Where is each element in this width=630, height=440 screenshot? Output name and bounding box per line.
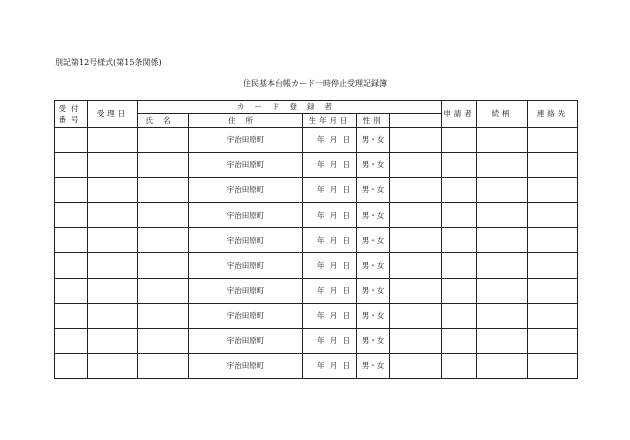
month-label: 月 xyxy=(329,361,338,371)
month-label: 月 xyxy=(329,160,338,170)
name-cell[interactable] xyxy=(138,178,189,203)
address-cell[interactable] xyxy=(189,153,303,178)
applicant-cell[interactable] xyxy=(390,178,442,203)
day-label: 日 xyxy=(342,336,350,346)
gender-options: 男・女 xyxy=(361,210,385,220)
birth-date-cell[interactable] xyxy=(303,203,357,228)
address-text: 宇治田原町 xyxy=(226,285,265,295)
contact-cell[interactable] xyxy=(477,153,528,178)
name-cell[interactable] xyxy=(138,153,189,178)
received-date-cell[interactable] xyxy=(88,303,138,328)
gender-cell[interactable] xyxy=(357,128,390,153)
contact-cell[interactable] xyxy=(477,253,528,278)
receipt-number-cell[interactable] xyxy=(55,353,88,378)
address-cell[interactable] xyxy=(189,228,303,253)
birth-date-cell[interactable] xyxy=(303,303,357,328)
table-row xyxy=(55,128,578,153)
address-text: 宇治田原町 xyxy=(226,310,265,320)
header-name: 氏名 xyxy=(138,114,189,128)
year-label: 年 xyxy=(317,235,325,245)
release-date-cell[interactable] xyxy=(528,228,578,253)
address-cell[interactable] xyxy=(189,203,303,228)
relation-cell[interactable] xyxy=(442,178,477,203)
birth-date-cell[interactable] xyxy=(303,278,357,303)
relation-cell[interactable] xyxy=(442,253,477,278)
relation-cell[interactable] xyxy=(442,353,477,378)
release-date-cell[interactable] xyxy=(528,178,578,203)
gender-cell[interactable] xyxy=(357,353,390,378)
name-cell[interactable] xyxy=(138,278,189,303)
table-row xyxy=(55,278,578,303)
year-label: 年 xyxy=(317,160,325,170)
received-date-cell[interactable] xyxy=(88,353,138,378)
month-label: 月 xyxy=(329,260,338,270)
table-row xyxy=(55,228,578,253)
received-date-cell[interactable] xyxy=(88,278,138,303)
relation-cell[interactable] xyxy=(442,278,477,303)
form-title: 住民基本台帳カード一時停止受理記録簿 xyxy=(243,79,387,88)
day-label: 日 xyxy=(342,210,350,220)
receipt-number-cell[interactable] xyxy=(55,328,88,353)
applicant-cell[interactable] xyxy=(390,203,442,228)
applicant-cell[interactable] xyxy=(390,303,442,328)
release-date-cell[interactable] xyxy=(528,128,578,153)
received-date-cell[interactable] xyxy=(88,228,138,253)
year-label: 年 xyxy=(317,336,325,346)
month-label: 月 xyxy=(329,285,338,295)
header-relation: 続柄 xyxy=(477,101,528,128)
day-label: 日 xyxy=(342,361,350,371)
month-label: 月 xyxy=(329,185,338,195)
received-date-cell[interactable] xyxy=(88,178,138,203)
receipt-number-cell[interactable] xyxy=(55,178,88,203)
receipt-number-cell[interactable] xyxy=(55,203,88,228)
name-cell[interactable] xyxy=(138,128,189,153)
day-label: 日 xyxy=(342,135,350,145)
relation-cell[interactable] xyxy=(442,128,477,153)
address-cell[interactable] xyxy=(189,303,303,328)
month-label: 月 xyxy=(329,235,338,245)
address-text: 宇治田原町 xyxy=(226,185,265,195)
name-cell[interactable] xyxy=(138,353,189,378)
name-cell[interactable] xyxy=(138,253,189,278)
receipt-number-cell[interactable] xyxy=(55,303,88,328)
applicant-cell[interactable] xyxy=(390,328,442,353)
month-label: 月 xyxy=(329,210,338,220)
receipt-number-cell[interactable] xyxy=(55,253,88,278)
name-cell[interactable] xyxy=(138,203,189,228)
gender-options: 男・女 xyxy=(361,260,385,270)
month-label: 月 xyxy=(329,310,338,320)
contact-cell[interactable] xyxy=(477,228,528,253)
gender-cell[interactable] xyxy=(357,328,390,353)
address-text: 宇治田原町 xyxy=(226,160,265,170)
receipt-number-cell[interactable] xyxy=(55,128,88,153)
receipt-number-cell[interactable] xyxy=(55,228,88,253)
header-birth-date: 生年月日 xyxy=(303,114,357,128)
applicant-cell[interactable] xyxy=(390,278,442,303)
birth-date-cell[interactable] xyxy=(303,328,357,353)
birth-date-cell[interactable] xyxy=(303,153,357,178)
gender-options: 男・女 xyxy=(361,235,385,245)
release-date-cell[interactable] xyxy=(528,203,578,228)
address-cell[interactable] xyxy=(189,128,303,153)
applicant-cell[interactable] xyxy=(390,153,442,178)
contact-cell[interactable] xyxy=(477,328,528,353)
contact-cell[interactable] xyxy=(477,278,528,303)
relation-cell[interactable] xyxy=(442,303,477,328)
gender-options: 男・女 xyxy=(361,361,385,371)
release-date-cell[interactable] xyxy=(528,353,578,378)
address-cell[interactable] xyxy=(189,328,303,353)
table-row xyxy=(55,303,578,328)
release-date-cell[interactable] xyxy=(528,278,578,303)
header-gender: 性別 xyxy=(357,114,390,128)
header-received-date: 受理日 xyxy=(88,101,138,128)
gender-options: 男・女 xyxy=(361,185,385,195)
table-row xyxy=(55,253,578,278)
header-address: 住所 xyxy=(189,114,303,128)
day-label: 日 xyxy=(342,185,350,195)
address-cell[interactable] xyxy=(189,278,303,303)
relation-cell[interactable] xyxy=(442,203,477,228)
address-cell[interactable] xyxy=(189,178,303,203)
gender-cell[interactable] xyxy=(357,178,390,203)
month-label: 月 xyxy=(329,336,338,346)
month-label: 月 xyxy=(329,135,338,145)
release-date-cell[interactable] xyxy=(528,253,578,278)
day-label: 日 xyxy=(342,310,350,320)
year-label: 年 xyxy=(317,285,325,295)
name-cell[interactable] xyxy=(138,303,189,328)
birth-date-cell[interactable] xyxy=(303,253,357,278)
address-text: 宇治田原町 xyxy=(226,135,265,145)
day-label: 日 xyxy=(342,285,350,295)
address-text: 宇治田原町 xyxy=(226,235,265,245)
table-row xyxy=(55,203,578,228)
header-applicant: 申請者 xyxy=(442,101,477,128)
applicant-cell[interactable] xyxy=(390,228,442,253)
address-cell[interactable] xyxy=(189,253,303,278)
address-text: 宇治田原町 xyxy=(226,260,265,270)
day-label: 日 xyxy=(342,260,350,270)
birth-date-cell[interactable] xyxy=(303,128,357,153)
birth-date-cell[interactable] xyxy=(303,178,357,203)
year-label: 年 xyxy=(317,210,325,220)
applicant-cell[interactable] xyxy=(390,253,442,278)
address-text: 宇治田原町 xyxy=(226,336,265,346)
birth-date-cell[interactable] xyxy=(303,353,357,378)
gender-cell[interactable] xyxy=(357,278,390,303)
year-label: 年 xyxy=(317,185,325,195)
year-label: 年 xyxy=(317,361,325,371)
contact-cell[interactable] xyxy=(477,128,528,153)
day-label: 日 xyxy=(342,160,350,170)
release-date-cell[interactable] xyxy=(528,303,578,328)
gender-options: 男・女 xyxy=(361,160,385,170)
address-cell[interactable] xyxy=(189,353,303,378)
header-contact: 連絡先 xyxy=(528,101,578,128)
table-row xyxy=(55,178,578,203)
table-row xyxy=(55,153,578,178)
release-date-cell[interactable] xyxy=(528,153,578,178)
relation-cell[interactable] xyxy=(442,328,477,353)
year-label: 年 xyxy=(317,135,325,145)
year-label: 年 xyxy=(317,310,325,320)
gender-options: 男・女 xyxy=(361,285,385,295)
day-label: 日 xyxy=(342,235,350,245)
gender-options: 男・女 xyxy=(361,310,385,320)
received-date-cell[interactable] xyxy=(88,253,138,278)
received-date-cell[interactable] xyxy=(88,153,138,178)
contact-cell[interactable] xyxy=(477,353,528,378)
gender-cell[interactable] xyxy=(357,303,390,328)
received-date-cell[interactable] xyxy=(88,203,138,228)
name-cell[interactable] xyxy=(138,328,189,353)
gender-options: 男・女 xyxy=(361,135,385,145)
year-label: 年 xyxy=(317,260,325,270)
relation-cell[interactable] xyxy=(442,228,477,253)
name-cell[interactable] xyxy=(138,228,189,253)
receipt-number-cell[interactable] xyxy=(55,153,88,178)
receipt-number-cell[interactable] xyxy=(55,278,88,303)
relation-cell[interactable] xyxy=(442,153,477,178)
received-date-cell[interactable] xyxy=(88,128,138,153)
header-receipt-number: 受付 番号 xyxy=(55,101,88,128)
header-card-holder: カード登録者 xyxy=(138,101,442,114)
gender-cell[interactable] xyxy=(357,228,390,253)
contact-cell[interactable] xyxy=(477,178,528,203)
applicant-cell[interactable] xyxy=(390,353,442,378)
register-table xyxy=(54,100,578,379)
form-number-label: 別記第12号様式(第15条関係) xyxy=(55,58,162,67)
address-text: 宇治田原町 xyxy=(226,361,265,371)
address-text: 宇治田原町 xyxy=(226,210,265,220)
contact-cell[interactable] xyxy=(477,203,528,228)
birth-date-cell[interactable] xyxy=(303,228,357,253)
table-row xyxy=(55,353,578,378)
gender-options: 男・女 xyxy=(361,336,385,346)
register-rows xyxy=(55,128,578,379)
gender-cell[interactable] xyxy=(357,253,390,278)
table-row xyxy=(55,328,578,353)
contact-cell[interactable] xyxy=(477,303,528,328)
received-date-cell[interactable] xyxy=(88,328,138,353)
applicant-cell[interactable] xyxy=(390,128,442,153)
gender-cell[interactable] xyxy=(357,203,390,228)
release-date-cell[interactable] xyxy=(528,328,578,353)
gender-cell[interactable] xyxy=(357,153,390,178)
